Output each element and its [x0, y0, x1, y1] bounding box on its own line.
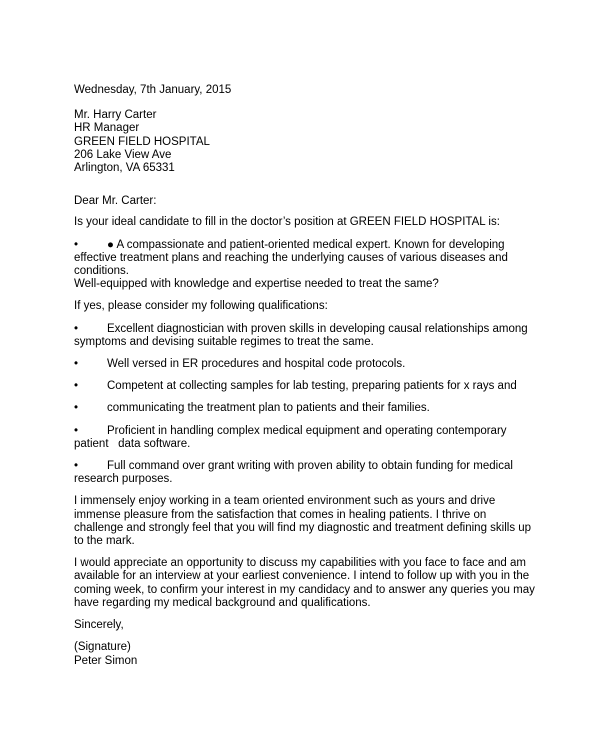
salutation: Dear Mr. Carter: — [74, 195, 157, 208]
qualification-item — [74, 460, 534, 486]
bullet-mark: • — [74, 460, 79, 473]
trait-line: ● A compassionate and patient-oriented medical expert. Known for developing — [107, 238, 505, 251]
paragraph-line: have regarding my medical background and qualifications. — [74, 596, 371, 609]
trait-line: conditions. — [74, 265, 129, 278]
signature-label: (Signature) — [74, 641, 131, 654]
bullet-mark: • — [74, 424, 79, 437]
qualifications-intro: If yes, please consider my following qualifications: — [74, 300, 328, 313]
qualification-line: research purposes. — [74, 473, 173, 486]
closing: Sincerely, — [74, 619, 124, 632]
paragraph-line: challenge and strongly feel that you will find my diagnostic and treatment defining skills up — [74, 521, 532, 534]
candidate-trait-item — [74, 239, 534, 279]
paragraph-line: immense pleasure from the satisfaction that comes in healing patients. I thrive on — [74, 508, 487, 521]
paragraph-line: to the mark. — [74, 535, 135, 548]
bullet-mark: • — [74, 380, 79, 393]
letter-date: Wednesday, 7th January, 2015 — [74, 84, 232, 96]
intro-line: Is your ideal candidate to fill in the doctor’s position at GREEN FIELD HOSPITAL is: — [74, 216, 500, 229]
qualification-line: Full command over grant writing with proven ability to obtain funding for medical — [107, 460, 513, 473]
cover-letter — [74, 84, 534, 668]
recipient-name: Mr. Harry Carter — [74, 109, 157, 122]
bullet-mark: • — [74, 322, 79, 335]
qualification-line: Excellent diagnostician with proven skills in developing causal relationships among — [107, 322, 528, 335]
qualification-line: communicating the treatment plan to patients and their families. — [107, 402, 430, 415]
trait-question: Well-equipped with knowledge and expertise needed to treat the same? — [74, 278, 439, 291]
recipient-title: HR Manager — [74, 122, 140, 135]
paragraph-line: I immensely enjoy working in a team oriented environment such as yours and drive — [74, 495, 496, 508]
recipient-street: 206 Lake View Ave — [74, 148, 172, 161]
qualification-line: Well versed in ER procedures and hospital code protocols. — [107, 358, 406, 371]
bullet-mark: • — [74, 238, 79, 251]
recipient-organization: GREEN FIELD HOSPITAL — [74, 135, 210, 148]
paragraph-line: coming week, to confirm your interest in my candidacy and to answer any queries you may — [74, 583, 535, 596]
qualification-item — [74, 425, 534, 451]
paragraph-line: I would appreciate an opportunity to discuss my capabilities with you face to face and am — [74, 557, 526, 570]
recipient-city: Arlington, VA 65331 — [74, 162, 175, 175]
recipient-address — [74, 109, 534, 175]
qualification-item — [74, 323, 534, 349]
bullet-mark: • — [74, 358, 79, 371]
body-paragraph — [74, 557, 534, 610]
qualification-line: symptoms and devising suitable regimes to treat the same. — [74, 335, 374, 348]
sender-name: Peter Simon — [74, 654, 138, 667]
trait-line: effective treatment plans and reaching the underlying causes of various diseases and — [74, 251, 508, 264]
qualification-item — [74, 380, 534, 393]
qualification-line: Proficient in handling complex medical equipment and operating contemporary — [107, 424, 507, 437]
qualification-line: Competent at collecting samples for lab testing, preparing patients for x rays and — [107, 380, 517, 393]
qualification-item — [74, 402, 534, 415]
body-paragraph — [74, 495, 534, 548]
qualification-item — [74, 358, 534, 371]
paragraph-line: available for an interview at your earliest convenience. I intend to follow up with you in the — [74, 570, 530, 583]
bullet-mark: • — [74, 402, 79, 415]
qualification-line: patient data software. — [74, 437, 191, 450]
